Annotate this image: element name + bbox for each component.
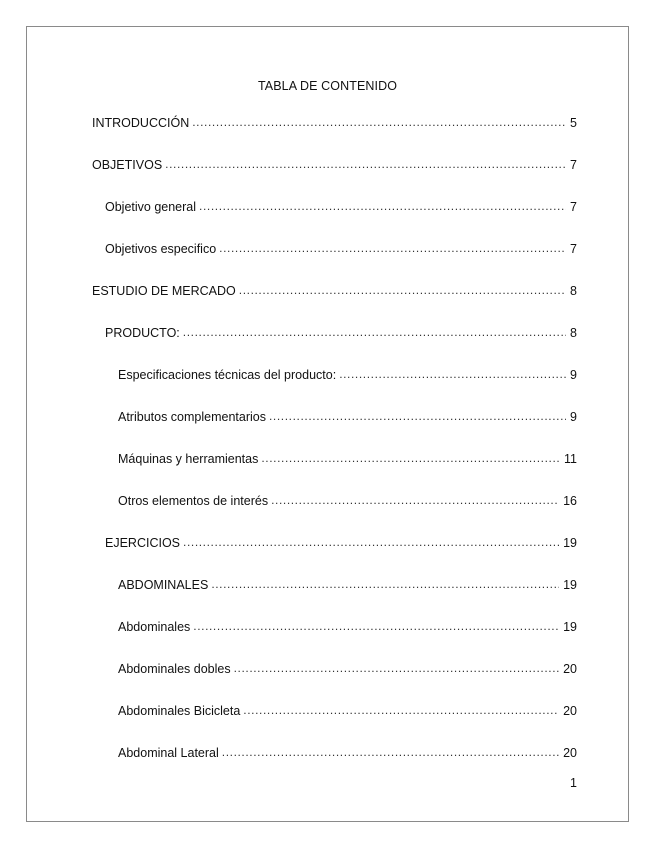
toc-entry[interactable] bbox=[105, 242, 577, 260]
toc-entry-label: ESTUDIO DE MERCADO bbox=[92, 284, 236, 298]
toc-entry[interactable] bbox=[118, 746, 577, 764]
toc-entry[interactable] bbox=[105, 200, 577, 218]
toc-entry-page: 19 bbox=[563, 620, 577, 634]
toc-entry-label: Abdominales dobles bbox=[118, 662, 231, 676]
toc-entry-page: 19 bbox=[563, 578, 577, 592]
toc-dot-leader bbox=[234, 661, 560, 675]
toc-entry-label: Abdominales Bicicleta bbox=[118, 704, 241, 718]
toc-entry[interactable] bbox=[92, 284, 577, 302]
toc-entry-label: Máquinas y herramientas bbox=[118, 452, 259, 466]
toc-entry-page: 20 bbox=[563, 662, 577, 676]
toc-entry-page: 20 bbox=[563, 746, 577, 760]
toc-entry-page: 19 bbox=[563, 536, 577, 550]
toc-entry-page: 9 bbox=[570, 368, 577, 382]
toc-entry[interactable] bbox=[118, 410, 577, 428]
toc-entry-label: Especificaciones técnicas del producto: bbox=[118, 368, 337, 382]
toc-entry[interactable] bbox=[118, 620, 577, 638]
toc-entry-label: Objetivo general bbox=[105, 200, 197, 214]
toc-entry-label: Otros elementos de interés bbox=[118, 494, 269, 508]
toc-entry-page: 16 bbox=[563, 494, 577, 508]
toc-dot-leader bbox=[222, 745, 559, 759]
document-page bbox=[26, 26, 629, 822]
toc-entry[interactable] bbox=[118, 368, 577, 386]
toc-entry-page: 20 bbox=[563, 704, 577, 718]
toc-entry-label: Objetivos especifico bbox=[105, 242, 217, 256]
toc-entry-page: 7 bbox=[570, 242, 577, 256]
toc-entry-page: 11 bbox=[564, 452, 577, 466]
toc-entry[interactable] bbox=[92, 158, 577, 176]
toc-dot-leader bbox=[243, 703, 559, 717]
toc-entry-label: OBJETIVOS bbox=[92, 158, 163, 172]
toc-entry[interactable] bbox=[105, 536, 577, 554]
toc-dot-leader bbox=[239, 283, 566, 297]
toc-entry-page: 7 bbox=[570, 158, 577, 172]
toc-entry-page: 8 bbox=[570, 284, 577, 298]
toc-entry-label: EJERCICIOS bbox=[105, 536, 181, 550]
toc-entry-label: Abdominales bbox=[118, 620, 191, 634]
toc-entry-label: Abdominal Lateral bbox=[118, 746, 219, 760]
toc-entry-page: 8 bbox=[570, 326, 577, 340]
toc-dot-leader bbox=[211, 577, 559, 591]
toc-entry-label: PRODUCTO: bbox=[105, 326, 180, 340]
toc-entry[interactable] bbox=[92, 116, 577, 134]
toc-entry-label: ABDOMINALES bbox=[118, 578, 209, 592]
toc-entry-page: 5 bbox=[570, 116, 577, 130]
toc-dot-leader bbox=[192, 115, 566, 129]
toc-dot-leader bbox=[165, 157, 566, 171]
toc-entry-label: Atributos complementarios bbox=[118, 410, 266, 424]
toc-list bbox=[27, 27, 628, 821]
toc-dot-leader bbox=[199, 199, 566, 213]
toc-title: TABLA DE CONTENIDO bbox=[257, 79, 398, 93]
toc-entry-page: 7 bbox=[570, 200, 577, 214]
toc-entry[interactable] bbox=[105, 326, 577, 344]
toc-dot-leader bbox=[193, 619, 559, 633]
toc-entry[interactable] bbox=[118, 704, 577, 722]
footer-page-number: 1 bbox=[570, 776, 577, 790]
toc-entry[interactable] bbox=[118, 452, 577, 470]
toc-dot-leader bbox=[183, 325, 566, 339]
toc-entry[interactable] bbox=[118, 494, 577, 512]
toc-dot-leader bbox=[261, 451, 560, 465]
toc-dot-leader bbox=[183, 535, 559, 549]
toc-entry[interactable] bbox=[118, 662, 577, 680]
toc-entry-page: 9 bbox=[570, 410, 577, 424]
toc-dot-leader bbox=[219, 241, 566, 255]
toc-dot-leader bbox=[269, 409, 566, 423]
toc-entry-label: INTRODUCCIÓN bbox=[92, 116, 190, 130]
toc-dot-leader bbox=[339, 367, 566, 381]
toc-entry[interactable] bbox=[118, 578, 577, 596]
toc-dot-leader bbox=[271, 493, 559, 507]
